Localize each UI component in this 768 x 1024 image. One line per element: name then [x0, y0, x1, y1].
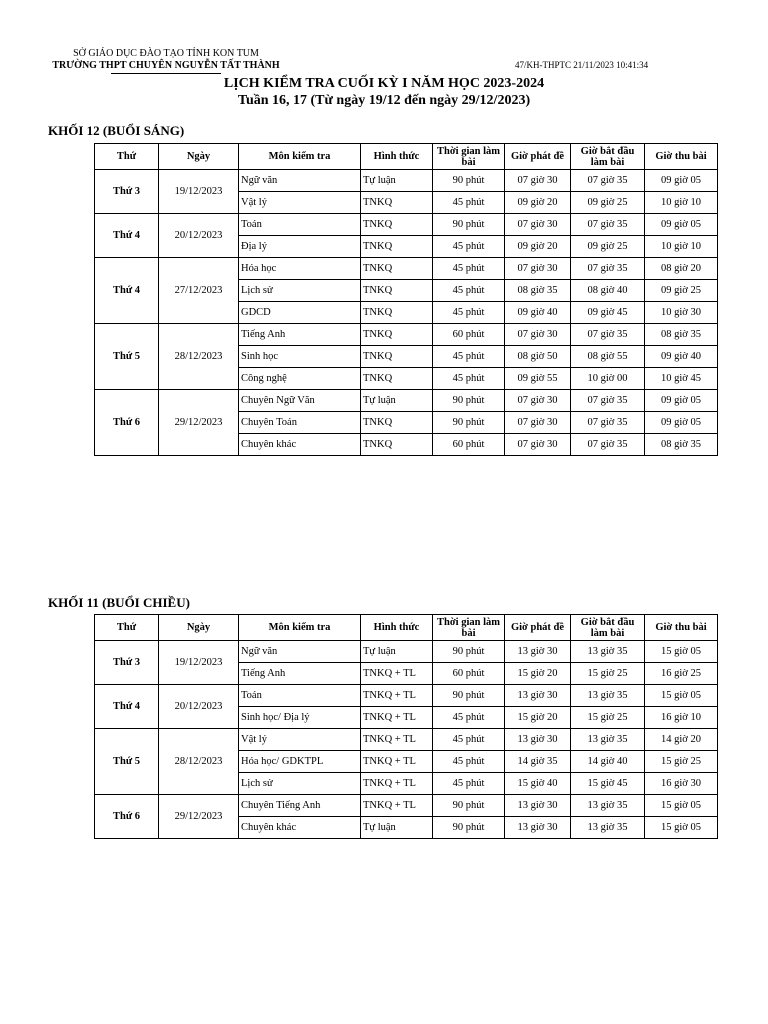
- date-cell: 29/12/2023: [159, 795, 239, 839]
- distribution-time-cell: 07 giờ 30: [505, 258, 571, 280]
- distribution-time-cell: 15 giờ 40: [505, 773, 571, 795]
- format-cell: TNKQ: [361, 214, 433, 236]
- duration-cell: 90 phút: [433, 170, 505, 192]
- day-cell: Thứ 6: [95, 390, 159, 456]
- collection-time-cell: 10 giờ 10: [645, 192, 718, 214]
- format-cell: TNKQ: [361, 324, 433, 346]
- distribution-time-cell: 07 giờ 30: [505, 214, 571, 236]
- subject-cell: Hóa học/ GDKTPL: [239, 751, 361, 773]
- subject-cell: Chuyên Toán: [239, 412, 361, 434]
- format-cell: TNKQ + TL: [361, 663, 433, 685]
- collection-time-cell: 15 giờ 05: [645, 795, 718, 817]
- header-underline: [111, 73, 221, 74]
- subject-cell: Sinh học/ Địa lý: [239, 707, 361, 729]
- day-cell: Thứ 6: [95, 795, 159, 839]
- duration-cell: 90 phút: [433, 412, 505, 434]
- grade11-section-title: KHỐI 11 (BUỔI CHIỀU): [48, 595, 190, 610]
- subject-cell: Sinh học: [239, 346, 361, 368]
- format-cell: Tự luận: [361, 817, 433, 839]
- subject-cell: Tiếng Anh: [239, 324, 361, 346]
- duration-cell: 45 phút: [433, 751, 505, 773]
- format-cell: TNKQ: [361, 346, 433, 368]
- start-time-cell: 08 giờ 40: [571, 280, 645, 302]
- subject-cell: Ngữ văn: [239, 170, 361, 192]
- school-name: TRƯỜNG THPT CHUYÊN NGUYỄN TẤT THÀNH: [52, 60, 280, 71]
- start-time-cell: 13 giờ 35: [571, 817, 645, 839]
- table-row: [95, 641, 718, 663]
- subject-cell: Lịch sử: [239, 773, 361, 795]
- format-cell: Tự luận: [361, 390, 433, 412]
- table-row: [95, 390, 718, 412]
- start-time-cell: 13 giờ 35: [571, 685, 645, 707]
- subject-cell: Toán: [239, 685, 361, 707]
- duration-cell: 45 phút: [433, 280, 505, 302]
- start-time-cell: 09 giờ 25: [571, 192, 645, 214]
- grade12-section-title: KHỐI 12 (BUỔI SÁNG): [48, 123, 185, 138]
- grade12-schedule-table: [94, 143, 718, 456]
- start-time-cell: 09 giờ 25: [571, 236, 645, 258]
- collection-time-cell: 10 giờ 10: [645, 236, 718, 258]
- table-header-row: [95, 144, 718, 170]
- collection-time-cell: 08 giờ 35: [645, 434, 718, 456]
- duration-cell: 45 phút: [433, 707, 505, 729]
- collection-time-cell: 16 giờ 25: [645, 663, 718, 685]
- duration-cell: 90 phút: [433, 214, 505, 236]
- subject-cell: Địa lý: [239, 236, 361, 258]
- format-cell: TNKQ: [361, 302, 433, 324]
- start-time-cell: 07 giờ 35: [571, 390, 645, 412]
- collection-time-cell: 16 giờ 30: [645, 773, 718, 795]
- distribution-time-cell: 14 giờ 35: [505, 751, 571, 773]
- document-title: LỊCH KIỂM TRA CUỐI KỲ I NĂM HỌC 2023-2024: [223, 76, 545, 91]
- collection-time-cell: 15 giờ 05: [645, 685, 718, 707]
- distribution-time-cell: 07 giờ 30: [505, 170, 571, 192]
- date-cell: 28/12/2023: [159, 324, 239, 390]
- table-row: [95, 214, 718, 236]
- distribution-time-cell: 13 giờ 30: [505, 641, 571, 663]
- duration-cell: 45 phút: [433, 346, 505, 368]
- collection-time-cell: 09 giờ 05: [645, 214, 718, 236]
- distribution-time-cell: 13 giờ 30: [505, 685, 571, 707]
- table-row: [95, 729, 718, 751]
- format-cell: TNKQ: [361, 368, 433, 390]
- distribution-time-cell: 07 giờ 30: [505, 412, 571, 434]
- format-cell: TNKQ: [361, 236, 433, 258]
- distribution-time-cell: 13 giờ 30: [505, 795, 571, 817]
- collection-time-cell: 15 giờ 05: [645, 641, 718, 663]
- day-cell: Thứ 3: [95, 641, 159, 685]
- format-cell: TNKQ: [361, 192, 433, 214]
- duration-cell: 45 phút: [433, 192, 505, 214]
- format-cell: TNKQ + TL: [361, 773, 433, 795]
- distribution-time-cell: 08 giờ 35: [505, 280, 571, 302]
- date-cell: 19/12/2023: [159, 170, 239, 214]
- day-cell: Thứ 4: [95, 685, 159, 729]
- table-header-row: [95, 615, 718, 641]
- subject-cell: Chuyên Tiếng Anh: [239, 795, 361, 817]
- collection-time-cell: 09 giờ 05: [645, 390, 718, 412]
- day-cell: Thứ 3: [95, 170, 159, 214]
- start-time-cell: 07 giờ 35: [571, 434, 645, 456]
- column-header: Ngày: [159, 144, 239, 170]
- column-header: Giờ phát đề: [505, 615, 571, 641]
- start-time-cell: 15 giờ 25: [571, 663, 645, 685]
- start-time-cell: 14 giờ 40: [571, 751, 645, 773]
- distribution-time-cell: 13 giờ 30: [505, 817, 571, 839]
- day-cell: Thứ 5: [95, 324, 159, 390]
- duration-cell: 45 phút: [433, 368, 505, 390]
- subject-cell: Ngữ văn: [239, 641, 361, 663]
- duration-cell: 45 phút: [433, 302, 505, 324]
- format-cell: TNKQ: [361, 280, 433, 302]
- start-time-cell: 15 giờ 45: [571, 773, 645, 795]
- duration-cell: 90 phút: [433, 817, 505, 839]
- duration-cell: 90 phút: [433, 390, 505, 412]
- grade11-schedule-table: [94, 614, 718, 839]
- subject-cell: Tiếng Anh: [239, 663, 361, 685]
- subject-cell: Lịch sử: [239, 280, 361, 302]
- subject-cell: Công nghệ: [239, 368, 361, 390]
- collection-time-cell: 16 giờ 10: [645, 707, 718, 729]
- duration-cell: 60 phút: [433, 434, 505, 456]
- distribution-time-cell: 09 giờ 20: [505, 192, 571, 214]
- column-header: Môn kiểm tra: [239, 144, 361, 170]
- format-cell: TNKQ + TL: [361, 795, 433, 817]
- distribution-time-cell: 07 giờ 30: [505, 390, 571, 412]
- start-time-cell: 07 giờ 35: [571, 258, 645, 280]
- collection-time-cell: 14 giờ 20: [645, 729, 718, 751]
- collection-time-cell: 09 giờ 05: [645, 412, 718, 434]
- format-cell: TNKQ + TL: [361, 751, 433, 773]
- start-time-cell: 07 giờ 35: [571, 214, 645, 236]
- subject-cell: Chuyên khác: [239, 817, 361, 839]
- start-time-cell: 13 giờ 35: [571, 729, 645, 751]
- subject-cell: Toán: [239, 214, 361, 236]
- distribution-time-cell: 15 giờ 20: [505, 707, 571, 729]
- start-time-cell: 10 giờ 00: [571, 368, 645, 390]
- collection-time-cell: 09 giờ 25: [645, 280, 718, 302]
- column-header: Giờ thu bài: [645, 144, 718, 170]
- format-cell: TNKQ: [361, 258, 433, 280]
- collection-time-cell: 08 giờ 20: [645, 258, 718, 280]
- distribution-time-cell: 09 giờ 55: [505, 368, 571, 390]
- column-header: Hình thức: [361, 615, 433, 641]
- date-cell: 20/12/2023: [159, 685, 239, 729]
- document-reference: 47/KH-THPTC 21/11/2023 10:41:34: [515, 60, 649, 70]
- collection-time-cell: 08 giờ 35: [645, 324, 718, 346]
- start-time-cell: 07 giờ 35: [571, 412, 645, 434]
- collection-time-cell: 09 giờ 05: [645, 170, 718, 192]
- format-cell: TNKQ + TL: [361, 707, 433, 729]
- column-header: Giờ thu bài: [645, 615, 718, 641]
- format-cell: TNKQ + TL: [361, 685, 433, 707]
- day-cell: Thứ 5: [95, 729, 159, 795]
- duration-cell: 45 phút: [433, 258, 505, 280]
- collection-time-cell: 15 giờ 25: [645, 751, 718, 773]
- document-header: [46, 48, 286, 74]
- duration-cell: 90 phút: [433, 685, 505, 707]
- collection-time-cell: 10 giờ 30: [645, 302, 718, 324]
- duration-cell: 45 phút: [433, 773, 505, 795]
- distribution-time-cell: 09 giờ 40: [505, 302, 571, 324]
- start-time-cell: 08 giờ 55: [571, 346, 645, 368]
- subject-cell: Hóa học: [239, 258, 361, 280]
- format-cell: TNKQ + TL: [361, 729, 433, 751]
- date-cell: 20/12/2023: [159, 214, 239, 258]
- department-name: SỞ GIÁO DỤC ĐÀO TẠO TỈNH KON TUM: [73, 48, 259, 59]
- duration-cell: 45 phút: [433, 729, 505, 751]
- distribution-time-cell: 08 giờ 50: [505, 346, 571, 368]
- start-time-cell: 13 giờ 35: [571, 795, 645, 817]
- day-cell: Thứ 4: [95, 214, 159, 258]
- format-cell: TNKQ: [361, 434, 433, 456]
- day-cell: Thứ 4: [95, 258, 159, 324]
- column-header: Giờ bắt đầu làm bài: [571, 144, 645, 170]
- start-time-cell: 07 giờ 35: [571, 170, 645, 192]
- start-time-cell: 13 giờ 35: [571, 641, 645, 663]
- column-header: Thời gian làm bài: [433, 144, 505, 170]
- column-header: Hình thức: [361, 144, 433, 170]
- distribution-time-cell: 07 giờ 30: [505, 434, 571, 456]
- column-header: Thứ: [95, 615, 159, 641]
- subject-cell: GDCD: [239, 302, 361, 324]
- column-header: Giờ phát đề: [505, 144, 571, 170]
- distribution-time-cell: 13 giờ 30: [505, 729, 571, 751]
- duration-cell: 45 phút: [433, 236, 505, 258]
- collection-time-cell: 09 giờ 40: [645, 346, 718, 368]
- table-row: [95, 685, 718, 707]
- collection-time-cell: 10 giờ 45: [645, 368, 718, 390]
- distribution-time-cell: 07 giờ 30: [505, 324, 571, 346]
- table-row: [95, 170, 718, 192]
- subject-cell: Chuyên khác: [239, 434, 361, 456]
- format-cell: Tự luận: [361, 641, 433, 663]
- duration-cell: 90 phút: [433, 795, 505, 817]
- distribution-time-cell: 15 giờ 20: [505, 663, 571, 685]
- column-header: Ngày: [159, 615, 239, 641]
- subject-cell: Chuyên Ngữ Văn: [239, 390, 361, 412]
- duration-cell: 60 phút: [433, 663, 505, 685]
- start-time-cell: 09 giờ 45: [571, 302, 645, 324]
- table-row: [95, 258, 718, 280]
- column-header: Thứ: [95, 144, 159, 170]
- start-time-cell: 07 giờ 35: [571, 324, 645, 346]
- format-cell: TNKQ: [361, 412, 433, 434]
- date-cell: 28/12/2023: [159, 729, 239, 795]
- document-subtitle: Tuần 16, 17 (Từ ngày 19/12 đến ngày 29/12/2023): [237, 93, 531, 108]
- distribution-time-cell: 09 giờ 20: [505, 236, 571, 258]
- table-row: [95, 324, 718, 346]
- date-cell: 19/12/2023: [159, 641, 239, 685]
- table-row: [95, 795, 718, 817]
- column-header: Môn kiểm tra: [239, 615, 361, 641]
- collection-time-cell: 15 giờ 05: [645, 817, 718, 839]
- date-cell: 27/12/2023: [159, 258, 239, 324]
- subject-cell: Vật lý: [239, 729, 361, 751]
- format-cell: Tự luận: [361, 170, 433, 192]
- column-header: Giờ bắt đầu làm bài: [571, 615, 645, 641]
- date-cell: 29/12/2023: [159, 390, 239, 456]
- start-time-cell: 15 giờ 25: [571, 707, 645, 729]
- column-header: Thời gian làm bài: [433, 615, 505, 641]
- subject-cell: Vật lý: [239, 192, 361, 214]
- duration-cell: 60 phút: [433, 324, 505, 346]
- duration-cell: 90 phút: [433, 641, 505, 663]
- document-title-block: [0, 75, 768, 109]
